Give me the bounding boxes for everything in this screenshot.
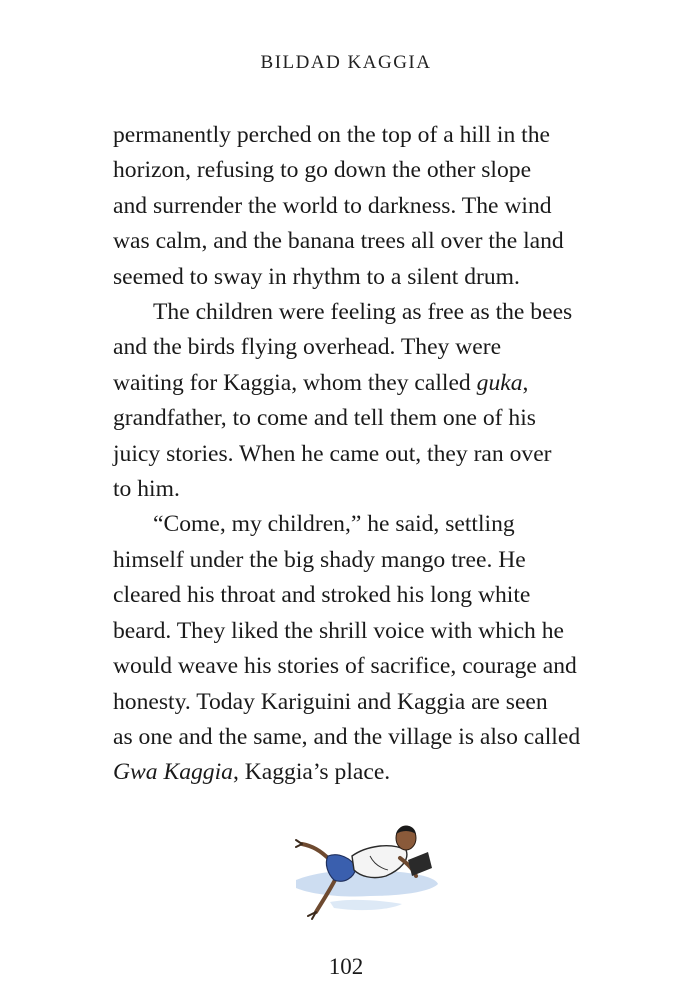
text-line xyxy=(113,507,633,542)
italic-run: guka xyxy=(476,369,523,396)
paragraph xyxy=(113,295,633,507)
book xyxy=(408,852,432,876)
text-run: was calm, and the banana trees all over the land xyxy=(113,228,564,255)
text-line xyxy=(113,330,633,365)
text-line xyxy=(113,118,633,153)
text-run: beard. They liked the shrill voice with which he xyxy=(113,617,564,644)
text-run: horizon, refusing to go down the other slope xyxy=(113,157,532,184)
text-line xyxy=(113,720,633,755)
text-line xyxy=(113,685,633,720)
text-line xyxy=(113,755,633,790)
text-run: , Kaggia’s place. xyxy=(232,759,391,786)
text-run: himself under the big shady mango tree. He xyxy=(113,546,526,573)
text-line xyxy=(113,543,633,578)
text-run: and the birds flying overhead. They were xyxy=(113,334,502,361)
text-line xyxy=(113,189,633,224)
italic-run: Gwa Kaggia xyxy=(113,759,233,786)
text-run: seemed to sway in rhythm to a silent drum. xyxy=(113,263,520,290)
blue-wash-streak xyxy=(330,900,402,910)
text-run: cleared his throat and stroked his long white xyxy=(113,582,531,609)
running-head: BILDAD KAGGIA xyxy=(260,52,432,73)
paragraph xyxy=(113,507,633,790)
raised-leg xyxy=(302,844,330,860)
text-run: would weave his stories of sacrifice, courage and xyxy=(113,653,577,680)
body-text xyxy=(113,118,633,791)
text-line xyxy=(113,224,633,259)
text-line xyxy=(113,401,633,436)
child-reading-illustration xyxy=(290,820,440,930)
paragraph xyxy=(113,118,633,295)
text-run: juicy stories. When he came out, they ran over xyxy=(113,440,552,467)
text-line xyxy=(113,295,633,330)
text-run: grandfather, to come and tell them one of his xyxy=(113,405,536,432)
text-run: as one and the same, and the village is also called xyxy=(113,723,581,750)
text-run: waiting for Kaggia, whom they called xyxy=(113,369,477,396)
text-run: , xyxy=(522,369,529,396)
text-line xyxy=(113,614,633,649)
text-line xyxy=(113,437,633,472)
text-run: honesty. Today Kariguini and Kaggia are seen xyxy=(113,688,548,715)
lower-foot xyxy=(308,912,316,919)
text-line xyxy=(113,649,633,684)
text-run: “Come, my children,” he said, settling xyxy=(153,511,515,538)
text-run: and surrender the world to darkness. The wind xyxy=(113,192,552,219)
text-line xyxy=(113,153,633,188)
page-number: 102 xyxy=(328,954,364,979)
text-run: to him. xyxy=(113,476,180,503)
text-line xyxy=(113,260,633,295)
text-line xyxy=(113,578,633,613)
raised-foot xyxy=(296,840,302,847)
text-line xyxy=(113,472,633,507)
text-line xyxy=(113,366,633,401)
text-run: permanently perched on the top of a hill in the xyxy=(113,122,551,148)
text-run: The children were feeling as free as the bees xyxy=(153,299,573,326)
